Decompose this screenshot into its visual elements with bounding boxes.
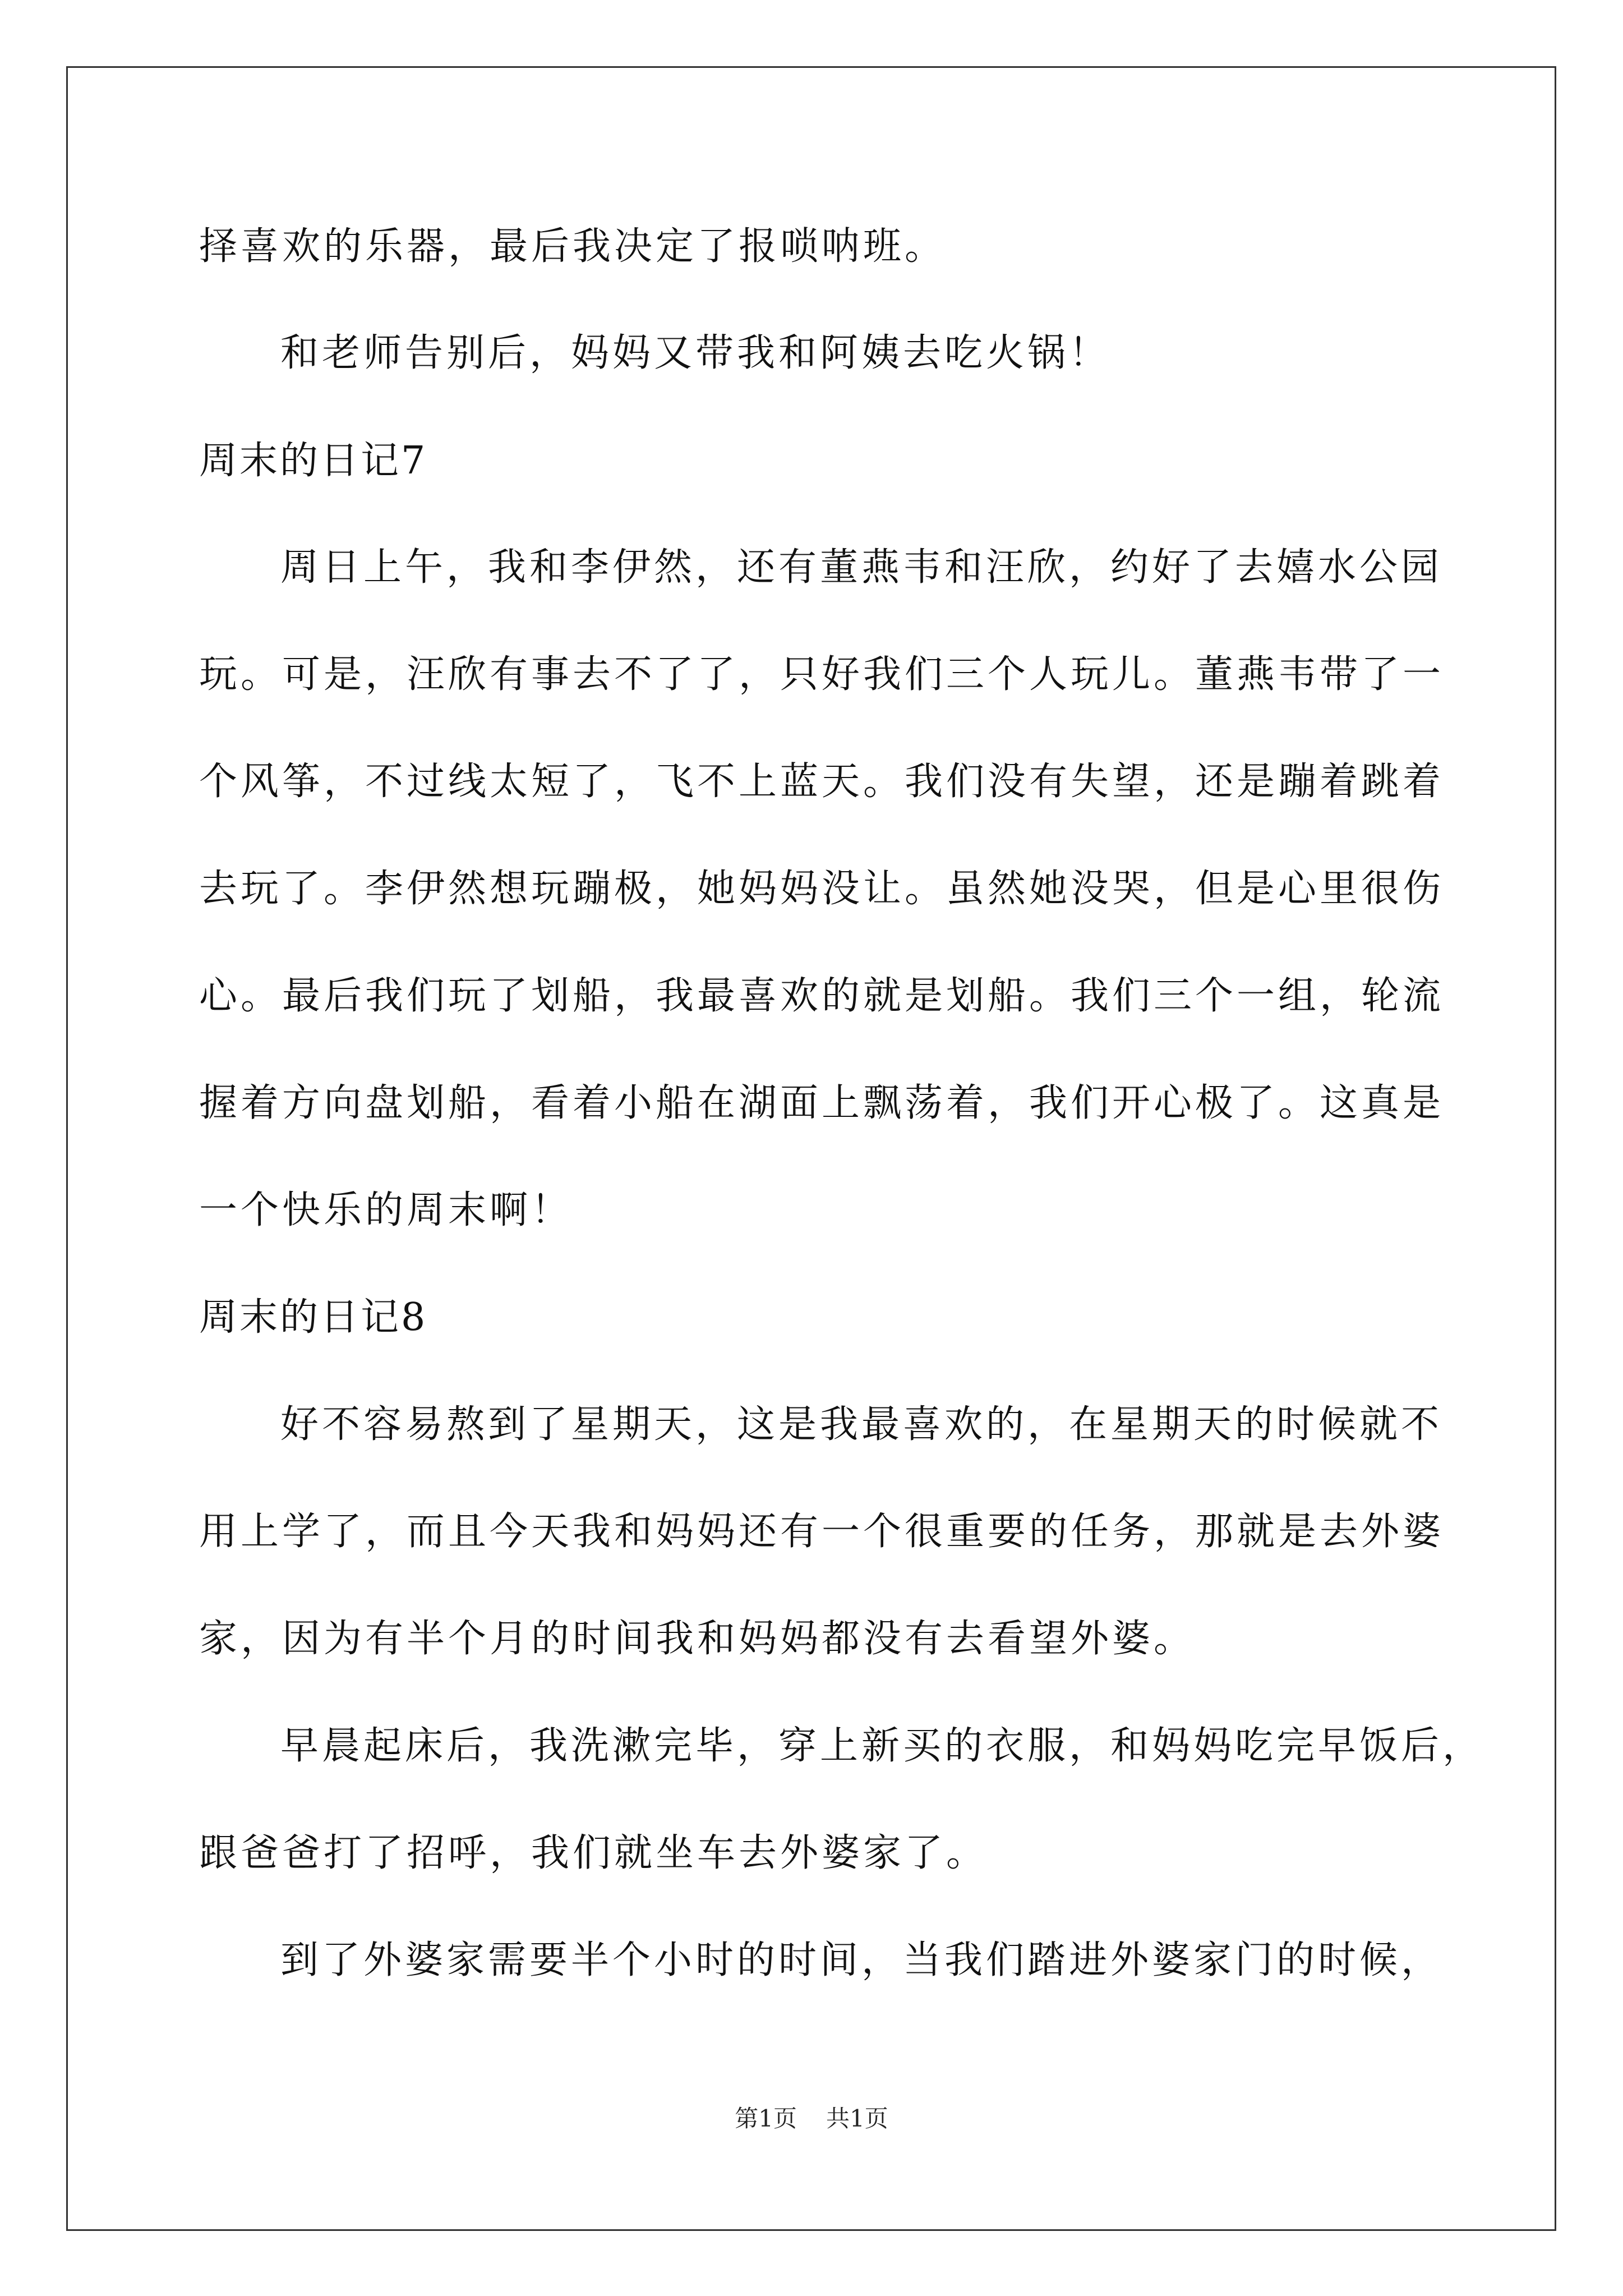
text-line: 到了外婆家需要半个小时的时间，当我们踏进外婆家门的时候， xyxy=(280,1938,1443,1982)
text-line: 家，因为有半个月的时间我和妈妈都没有去看望外婆。 xyxy=(199,1617,1196,1661)
page-number: 第1页 xyxy=(735,2105,797,2132)
section-heading: 周末的日记7 xyxy=(199,439,428,483)
text-line: 早晨起床后，我洗漱完毕，穿上新买的衣服，和妈妈吃完早饭后， xyxy=(280,1724,1484,1768)
page-footer xyxy=(0,2105,1623,2133)
page-border xyxy=(66,66,1556,2231)
text-line: 用上学了，而且今天我和妈妈还有一个很重要的任务，那就是去外婆 xyxy=(199,1510,1445,1554)
section-heading: 周末的日记8 xyxy=(199,1295,428,1340)
text-line: 择喜欢的乐器，最后我决定了报唢呐班。 xyxy=(199,224,947,269)
text-line: 握着方向盘划船，看着小船在湖面上飘荡着，我们开心极了。这真是 xyxy=(199,1081,1445,1125)
text-line: 和老师告别后，妈妈又带我和阿姨去吃火锅！ xyxy=(280,331,1111,375)
text-line: 周日上午，我和李伊然，还有董燕韦和汪欣，约好了去嬉水公园 xyxy=(280,545,1443,590)
text-line: 跟爸爸打了招呼，我们就坐车去外婆家了。 xyxy=(199,1831,988,1875)
text-line: 好不容易熬到了星期天，这是我最喜欢的，在星期天的时候就不 xyxy=(280,1402,1443,1447)
page-total: 共1页 xyxy=(826,2105,888,2132)
text-line: 心。最后我们玩了划船，我最喜欢的就是划船。我们三个一组，轮流 xyxy=(199,974,1445,1018)
text-line: 个风筝，不过线太短了，飞不上蓝天。我们没有失望，还是蹦着跳着 xyxy=(199,760,1445,804)
text-line: 一个快乐的周末啊！ xyxy=(199,1188,573,1232)
text-line: 玩。可是，汪欣有事去不了了，只好我们三个人玩儿。董燕韦带了一 xyxy=(199,652,1445,697)
text-line: 去玩了。李伊然想玩蹦极，她妈妈没让。虽然她没哭，但是心里很伤 xyxy=(199,867,1445,911)
